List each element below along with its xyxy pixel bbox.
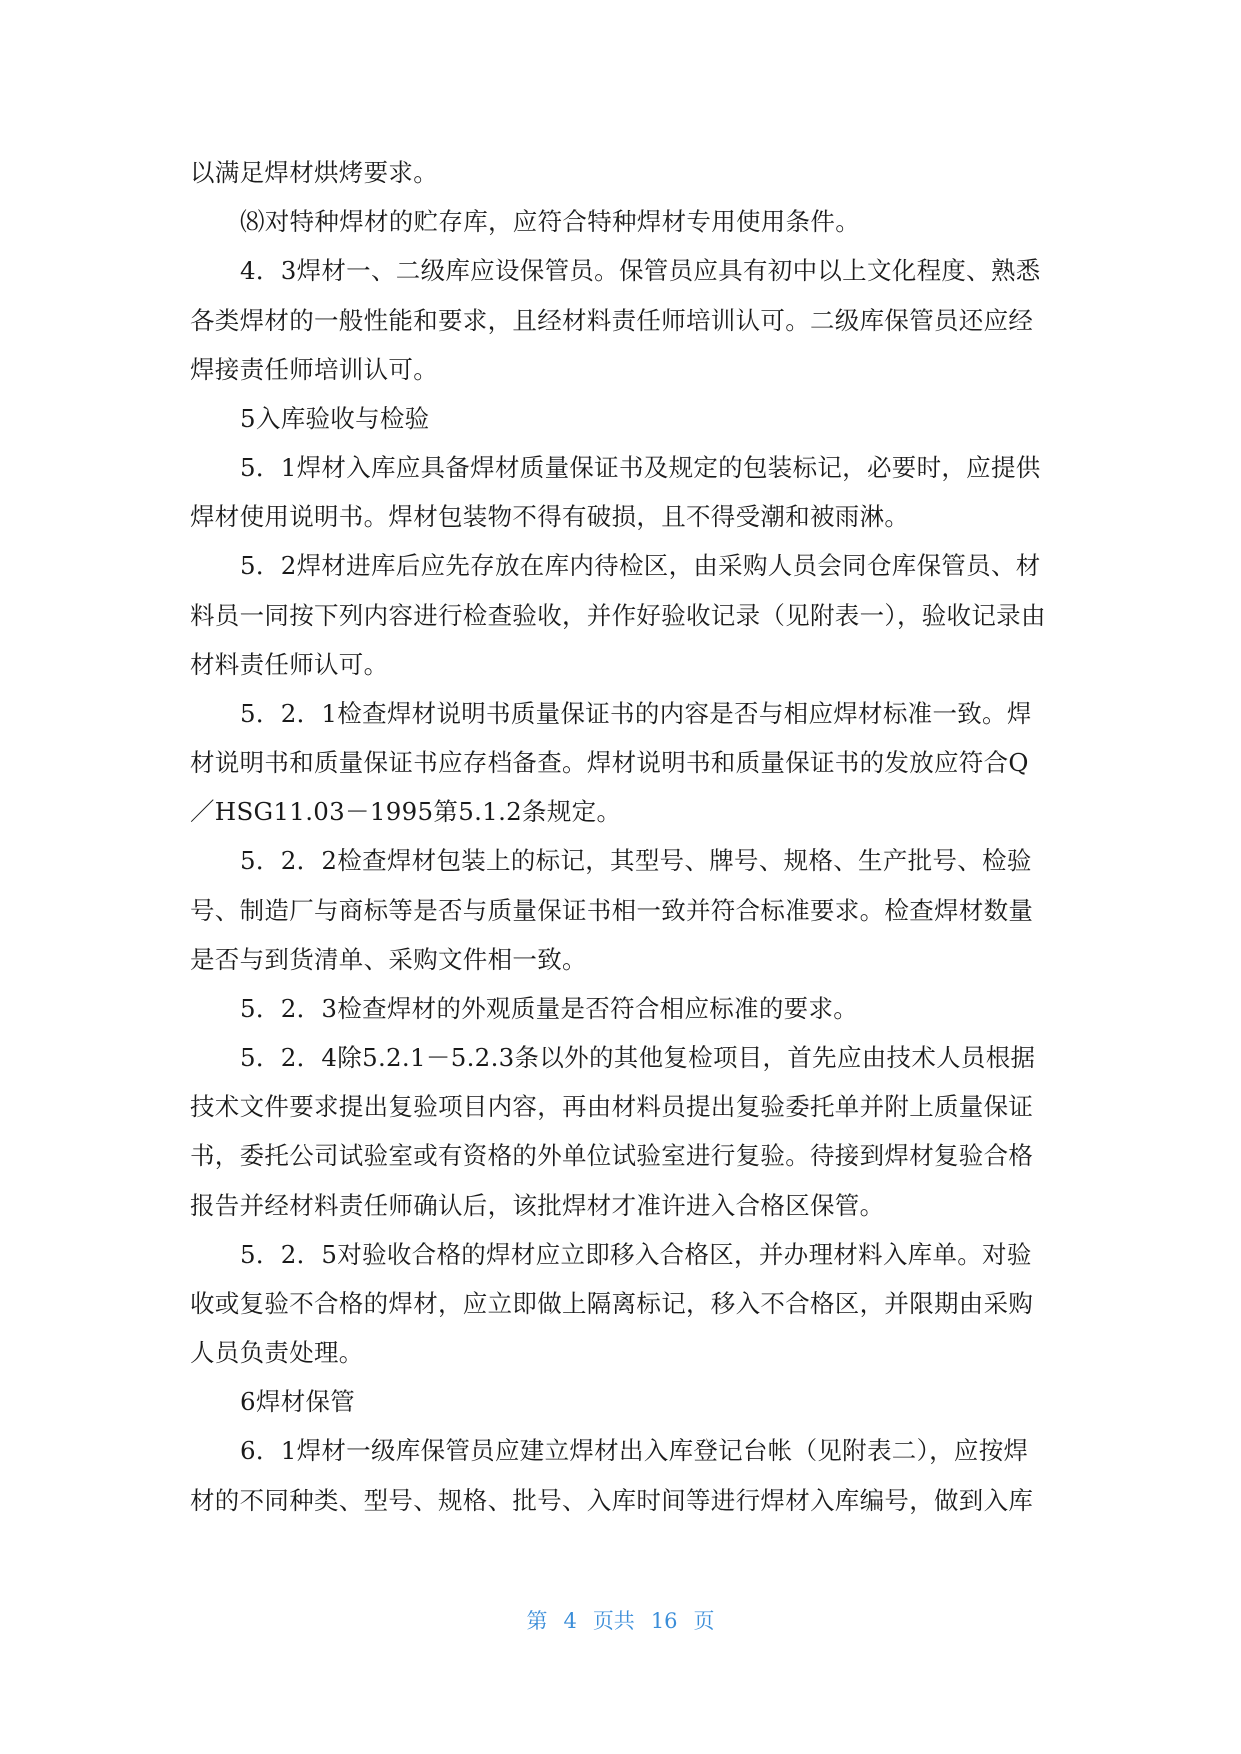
text-line: 5．2．2检查焊材包装上的标记，其型号、牌号、规格、生产批号、检验 <box>240 846 1032 875</box>
footer-page-number: 4 <box>563 1609 577 1633</box>
text-line: 4．3焊材一、二级库应设保管员。保管员应具有初中以上文化程度、熟悉 <box>240 256 1041 285</box>
text-line: 5．2．3检查焊材的外观质量是否符合相应标准的要求。 <box>240 994 859 1023</box>
footer-suffix: 页 <box>693 1609 715 1633</box>
text-line: 材料责任师认可。 <box>190 650 389 679</box>
text-line: 5．2．1检查焊材说明书质量保证书的内容是否与相应焊材标准一致。焊 <box>240 699 1032 728</box>
text-line: 以满足焊材烘烤要求。 <box>190 158 438 187</box>
text-line: 报告并经材料责任师确认后，该批焊材才准许进入合格区保管。 <box>190 1191 885 1220</box>
text-line: 各类焊材的一般性能和要求，且经材料责任师培训认可。二级库保管员还应经 <box>190 306 1034 335</box>
footer-prefix: 第 <box>526 1609 548 1633</box>
text-line: 是否与到货清单、采购文件相一致。 <box>190 945 587 974</box>
footer-middle: 页共 <box>592 1609 635 1633</box>
text-line: 5．1焊材入库应具备焊材质量保证书及规定的包装标记，必要时，应提供 <box>240 453 1041 482</box>
text-line: 料员一同按下列内容进行检查验收，并作好验收记录（见附表一），验收记录由 <box>190 601 1046 630</box>
text-line: 5．2焊材进库后应先存放在库内待检区，由采购人员会同仓库保管员、材 <box>240 551 1041 580</box>
text-line: 焊材使用说明书。焊材包装物不得有破损，且不得受潮和被雨淋。 <box>190 502 910 531</box>
text-line: 人员负责处理。 <box>190 1338 364 1367</box>
section-heading: 6焊材保管 <box>240 1387 356 1416</box>
text-line: 书，委托公司试验室或有资格的外单位试验室进行复验。待接到焊材复验合格 <box>190 1141 1034 1170</box>
text-line: 技术文件要求提出复验项目内容，再由材料员提出复验委托单并附上质量保证 <box>190 1092 1034 1121</box>
footer-total-pages: 16 <box>650 1609 678 1633</box>
text-line: 5．2．5对验收合格的焊材应立即移入合格区，并办理材料入库单。对验 <box>240 1240 1032 1269</box>
text-line: 焊接责任师培训认可。 <box>190 355 438 384</box>
page-footer <box>0 1606 1241 1636</box>
text-line: ⑻对特种焊材的贮存库，应符合特种焊材专用使用条件。 <box>240 207 860 236</box>
text-line: ／HSG11.03－1995第5.1.2条规定。 <box>190 797 622 826</box>
section-heading: 5入库验收与检验 <box>240 404 430 433</box>
text-line: 材说明书和质量保证书应存档备查。焊材说明书和质量保证书的发放应符合Q <box>190 748 1029 777</box>
text-line: 5．2．4除5.2.1－5.2.3条以外的其他复检项目，首先应由技术人员根据 <box>240 1043 1036 1072</box>
text-line: 6．1焊材一级库保管员应建立焊材出入库登记台帐（见附表二），应按焊 <box>240 1436 1029 1465</box>
text-line: 号、制造厂与商标等是否与质量保证书相一致并符合标准要求。检查焊材数量 <box>190 896 1034 925</box>
text-line: 材的不同种类、型号、规格、批号、入库时间等进行焊材入库编号，做到入库 <box>190 1486 1034 1515</box>
text-line: 收或复验不合格的焊材，应立即做上隔离标记，移入不合格区，并限期由采购 <box>190 1289 1034 1318</box>
